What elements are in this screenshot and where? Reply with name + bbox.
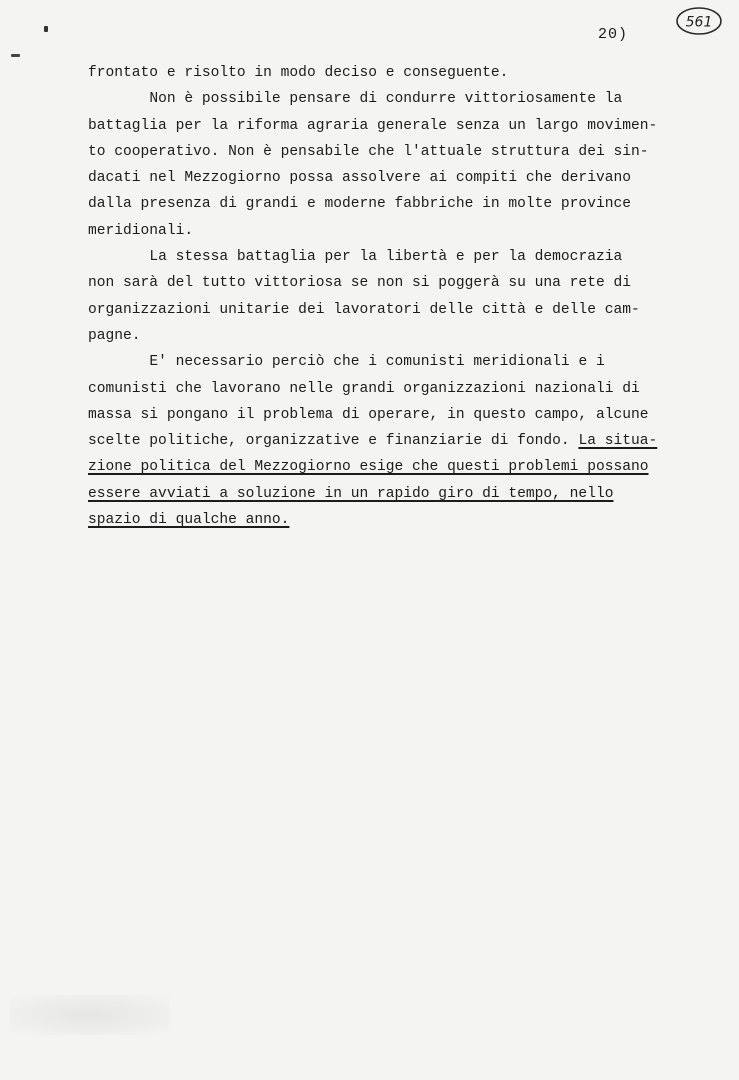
text-line	[88, 218, 668, 244]
line-text: non sarà del tutto vittoriosa se non si poggerà su una rete di	[88, 275, 631, 292]
text-line	[88, 376, 668, 402]
text-line	[88, 191, 668, 217]
text-line	[88, 244, 668, 270]
text-line	[88, 86, 668, 112]
archive-stamp	[675, 6, 723, 36]
line-indent	[88, 354, 149, 370]
text-line	[88, 60, 668, 86]
text-line	[88, 297, 668, 323]
line-text: La stessa battaglia per la libertà e per la democrazia	[149, 249, 623, 266]
text-line	[88, 481, 668, 507]
text-line	[88, 507, 668, 533]
line-text: comunisti che lavorano nelle grandi organizzazioni nazionali di	[88, 380, 640, 397]
line-indent	[88, 91, 149, 107]
text-line	[88, 428, 668, 454]
line-text: to cooperativo. Non è pensabile che l'attuale struttura dei sin-	[88, 143, 649, 160]
line-text: dacati nel Mezzogiorno possa assolvere ai compiti che derivano	[88, 170, 631, 187]
line-text: Non è possibile pensare di condurre vittoriosamente la	[149, 91, 623, 108]
line-text: frontato e risolto in modo deciso e conseguente.	[88, 65, 509, 81]
underlined-text: zione politica del Mezzogiorno esige che questi problemi possano	[88, 459, 649, 476]
paper-smudge	[10, 995, 170, 1035]
text-line	[88, 165, 668, 191]
line-text: organizzazioni unitarie dei lavoratori delle città e delle cam-	[88, 301, 640, 318]
ink-mark	[11, 54, 20, 57]
text-line	[88, 113, 668, 139]
line-text: battaglia per la riforma agraria generale senza un largo movimen-	[88, 117, 658, 134]
line-text: meridionali.	[88, 222, 194, 239]
line-text: massa si pongano il problema di operare, in questo campo, alcune	[88, 406, 649, 423]
line-text: pagne.	[88, 327, 141, 344]
archive-stamp-number: 561	[685, 14, 713, 31]
line-text: E' necessario perciò che i comunisti meridionali e i	[149, 354, 605, 371]
line-text: dalla presenza di grandi e moderne fabbriche in molte province	[88, 196, 631, 213]
underlined-text: essere avviati a soluzione in un rapido giro di tempo, nello	[88, 485, 614, 502]
line-text: scelte politiche, organizzative e finanziarie di fondo.	[88, 433, 579, 450]
text-line	[88, 349, 668, 375]
underlined-text: La situa-	[578, 433, 658, 450]
page-number: 20)	[598, 26, 629, 43]
text-line	[88, 323, 668, 349]
underlined-text: spazio di qualche anno.	[88, 512, 290, 529]
body-text	[88, 60, 668, 533]
text-line	[88, 402, 668, 428]
line-indent	[88, 249, 149, 265]
text-line	[88, 454, 668, 480]
text-line	[88, 139, 668, 165]
ink-mark	[44, 26, 48, 32]
text-line	[88, 270, 668, 296]
